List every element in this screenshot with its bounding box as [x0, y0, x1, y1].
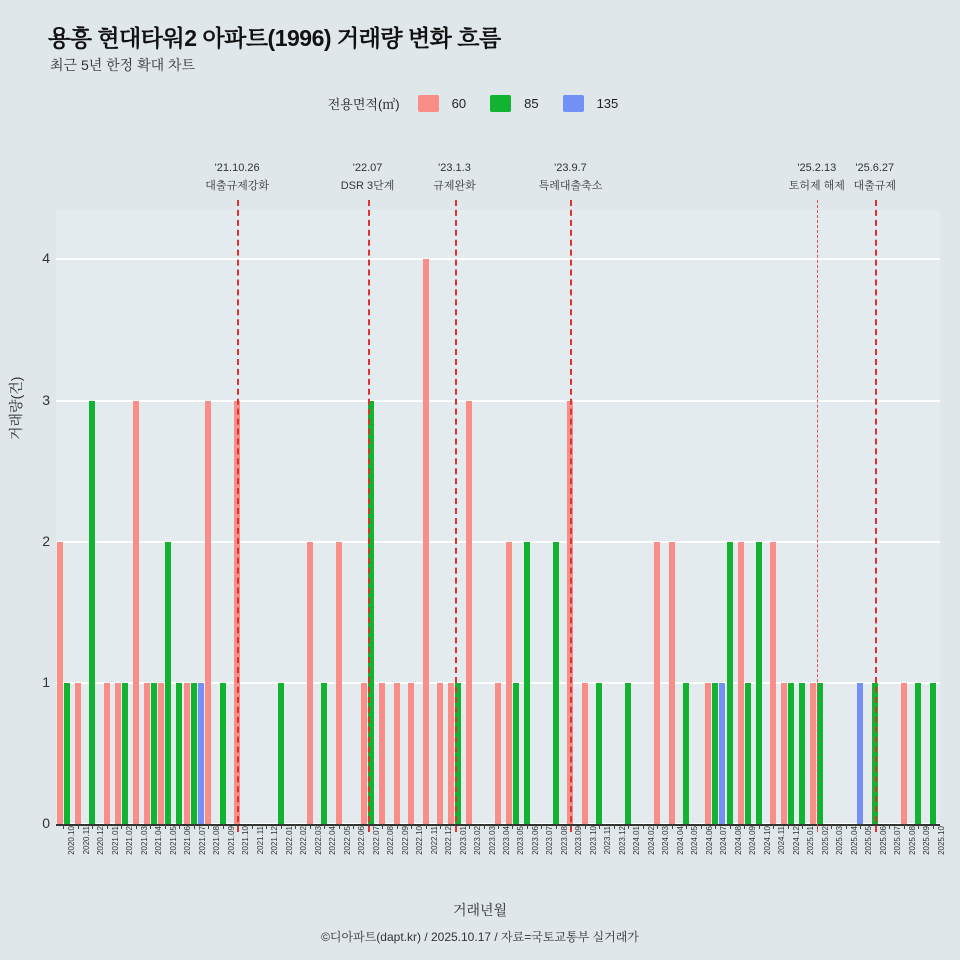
x-tick-mark: [339, 824, 340, 829]
bar: [165, 542, 171, 824]
event-label: [854, 162, 897, 193]
x-tick-mark: [281, 824, 282, 829]
x-tick-mark: [150, 824, 151, 829]
x-tick-mark: [484, 824, 485, 829]
bar: [901, 683, 907, 824]
x-tick-mark: [208, 824, 209, 829]
x-tick-label: 2025.06: [878, 826, 888, 855]
x-tick-label: 2023.05: [516, 826, 526, 855]
x-tick-label: 2025.05: [864, 826, 874, 855]
x-tick-label: 2024.05: [690, 826, 700, 855]
plot-area: [42, 210, 940, 831]
x-tick-mark: [904, 824, 905, 829]
y-tick-label: 4: [42, 250, 50, 267]
x-tick-label: 2023.10: [588, 826, 598, 855]
page-subtitle: 최근 5년 한정 확대 차트: [50, 57, 196, 73]
x-tick-mark: [686, 824, 687, 829]
x-tick-label: 2023.08: [559, 826, 569, 855]
bar: [553, 542, 559, 824]
x-tick-label: 2022.11: [429, 826, 439, 855]
bar: [738, 542, 744, 824]
x-tick-label: 2022.09: [400, 826, 410, 855]
x-tick-mark: [614, 824, 615, 829]
bar: [810, 683, 816, 824]
x-tick-label: 2022.08: [386, 826, 396, 855]
x-tick-mark: [918, 824, 919, 829]
bar: [745, 683, 751, 824]
event-line: [817, 200, 818, 832]
x-tick-mark: [556, 824, 557, 829]
bar: [857, 683, 863, 824]
x-tick-mark: [788, 824, 789, 829]
bar: [683, 683, 689, 824]
bar: [596, 683, 602, 824]
x-tick-label: 2025.08: [907, 826, 917, 855]
x-tick-label: 2024.06: [704, 826, 714, 855]
bar: [89, 401, 95, 824]
credit-text: ©디아파트(dapt.kr) / 2025.10.17 / 자료=국토교통부 실거래가: [321, 930, 639, 944]
legend-label-135: 135: [596, 96, 619, 111]
event-line: [237, 200, 239, 832]
x-tick-label: 2025.10: [936, 826, 946, 855]
x-tick-mark: [397, 824, 398, 829]
bar: [408, 683, 414, 824]
x-tick-label: 2021.07: [197, 826, 207, 855]
bar: [184, 683, 190, 824]
bar: [495, 683, 501, 824]
bar: [191, 683, 197, 824]
bar: [278, 683, 284, 824]
bar: [115, 683, 121, 824]
bar: [151, 683, 157, 824]
x-tick-mark: [802, 824, 803, 829]
bar: [524, 542, 530, 824]
x-tick-mark: [541, 824, 542, 829]
legend-swatch-60: [418, 95, 439, 112]
bar: [220, 683, 226, 824]
x-tick-label: 2021.01: [110, 826, 120, 855]
legend-swatch-85: [490, 95, 511, 112]
x-tick-label: 2024.07: [719, 826, 729, 855]
x-tick-label: 2025.01: [806, 826, 816, 855]
bar: [799, 683, 805, 824]
bar: [122, 683, 128, 824]
event-line: [368, 200, 370, 832]
x-tick-label: 2024.12: [791, 826, 801, 855]
x-tick-mark: [585, 824, 586, 829]
x-tick-mark: [295, 824, 296, 829]
bar: [582, 683, 588, 824]
event-date: '21.10.26: [214, 162, 260, 174]
x-tick-label: 2021.03: [139, 826, 149, 855]
x-tick-label: 2020.12: [96, 826, 106, 855]
gridline-3: [56, 400, 940, 402]
x-tick-mark: [426, 824, 427, 829]
x-tick-label: 2021.10: [241, 826, 251, 855]
event-name: 대출규제: [853, 180, 897, 192]
bar: [712, 683, 718, 824]
x-tick-label: 2025.02: [820, 826, 830, 855]
y-tick-label: 3: [42, 391, 50, 408]
y-tick-label: 2: [42, 532, 50, 549]
bar: [158, 683, 164, 824]
bar: [104, 683, 110, 824]
bar: [144, 683, 150, 824]
x-tick-label: 2024.11: [777, 826, 787, 855]
x-tick-mark: [353, 824, 354, 829]
x-tick-mark: [628, 824, 629, 829]
x-tick-label: 2023.12: [617, 826, 627, 855]
bar: [57, 542, 63, 824]
x-tick-label: 2022.05: [342, 826, 352, 855]
bar: [930, 683, 936, 824]
event-date: '22.07: [352, 162, 383, 174]
x-tick-label: 2022.03: [313, 826, 323, 855]
x-tick-mark: [121, 824, 122, 829]
x-tick-label: 2023.01: [458, 826, 468, 855]
x-tick-mark: [136, 824, 137, 829]
chart-legend: [0, 94, 960, 113]
x-tick-mark: [672, 824, 673, 829]
x-tick-mark: [78, 824, 79, 829]
x-tick-mark: [730, 824, 731, 829]
x-tick-mark: [860, 824, 861, 829]
event-label: [789, 162, 845, 193]
bar: [506, 542, 512, 824]
bar: [756, 542, 762, 824]
bar: [64, 683, 70, 824]
event-name: 토허제 해제: [788, 180, 845, 192]
x-tick-mark: [759, 824, 760, 829]
x-tick-label: 2021.09: [226, 826, 236, 855]
event-date: '23.9.7: [554, 162, 587, 174]
x-tick-mark: [440, 824, 441, 829]
x-tick-label: 2021.06: [183, 826, 193, 855]
x-tick-mark: [715, 824, 716, 829]
x-tick-label: 2021.11: [255, 826, 265, 855]
bar: [423, 259, 429, 824]
x-tick-label: 2022.12: [444, 826, 454, 855]
x-tick-label: 2025.03: [835, 826, 845, 855]
x-tick-mark: [831, 824, 832, 829]
x-tick-label: 2025.04: [849, 826, 859, 855]
x-tick-mark: [194, 824, 195, 829]
event-label: [433, 162, 476, 193]
x-tick-label: 2024.10: [762, 826, 772, 855]
event-line: [570, 200, 572, 832]
event-date: '25.2.13: [797, 162, 837, 174]
legend-title: 전용면적(㎡): [327, 97, 400, 112]
x-tick-label: 2023.07: [545, 826, 555, 855]
y-axis-title: 거래량(건): [8, 376, 24, 440]
event-label: [341, 162, 395, 193]
bar: [781, 683, 787, 824]
event-date: '25.6.27: [855, 162, 895, 174]
bar: [379, 683, 385, 824]
x-tick-mark: [382, 824, 383, 829]
bar: [448, 683, 454, 824]
event-date: '23.1.3: [438, 162, 471, 174]
x-tick-mark: [701, 824, 702, 829]
bar: [361, 683, 367, 824]
bar: [669, 542, 675, 824]
x-tick-mark: [744, 824, 745, 829]
x-tick-label: 2023.04: [502, 826, 511, 855]
bar: [307, 542, 313, 824]
bar: [205, 401, 211, 824]
bar: [176, 683, 182, 824]
x-tick-mark: [223, 824, 224, 829]
x-tick-label: 2022.01: [284, 826, 294, 855]
event-name: 특례대출축소: [538, 180, 603, 192]
bar: [394, 683, 400, 824]
event-name: DSR 3단계: [340, 180, 395, 192]
legend-label-60: 60: [451, 96, 467, 111]
page-title: 용흥 현대타워2 아파트(1996) 거래량 변화 흐름: [48, 25, 501, 51]
bar: [915, 683, 921, 824]
event-line: [455, 200, 457, 832]
x-tick-mark: [107, 824, 108, 829]
x-tick-label: 2024.02: [646, 826, 656, 855]
bar: [770, 542, 776, 824]
x-axis-title: 거래년월: [452, 902, 508, 918]
x-tick-mark: [643, 824, 644, 829]
x-tick-label: 2022.07: [371, 826, 381, 855]
bar: [654, 542, 660, 824]
bar: [133, 401, 139, 824]
x-tick-label: 2023.02: [473, 826, 483, 855]
x-tick-label: 2020.10: [67, 826, 77, 855]
x-tick-label: 2024.01: [632, 826, 642, 855]
bar: [719, 683, 725, 824]
x-tick-mark: [179, 824, 180, 829]
x-tick-label: 2021.08: [212, 826, 222, 855]
bar: [466, 401, 472, 824]
event-name: 대출규제강화: [205, 180, 270, 192]
x-tick-label: 2022.10: [415, 826, 425, 855]
bar: [788, 683, 794, 824]
x-tick-label: 2024.08: [733, 826, 743, 855]
x-tick-label: 2022.02: [299, 826, 309, 855]
x-tick-label: 2021.05: [168, 826, 178, 855]
x-tick-mark: [469, 824, 470, 829]
bar: [336, 542, 342, 824]
x-tick-label: 2024.04: [675, 826, 685, 855]
bar: [321, 683, 327, 824]
x-tick-mark: [599, 824, 600, 829]
bar: [625, 683, 631, 824]
x-tick-label: 2023.03: [487, 826, 497, 855]
x-tick-mark: [266, 824, 267, 829]
bar: [513, 683, 519, 824]
x-tick-mark: [933, 824, 934, 829]
y-tick-label: 0: [42, 815, 50, 831]
bar: [727, 542, 733, 824]
legend-swatch-135: [563, 95, 584, 112]
x-tick-mark: [889, 824, 890, 829]
gridline-2: [56, 541, 940, 543]
x-tick-mark: [92, 824, 93, 829]
x-tick-mark: [324, 824, 325, 829]
x-tick-label: 2023.09: [574, 826, 584, 855]
x-tick-label: 2022.04: [328, 826, 338, 855]
x-tick-mark: [846, 824, 847, 829]
x-tick-label: 2023.06: [530, 826, 540, 855]
x-tick-mark: [498, 824, 499, 829]
x-tick-mark: [252, 824, 253, 829]
x-tick-label: 2025.07: [893, 826, 903, 855]
x-tick-mark: [310, 824, 311, 829]
event-name: 규제완화: [433, 180, 476, 192]
x-tick-mark: [657, 824, 658, 829]
legend-label-85: 85: [524, 96, 539, 111]
x-tick-mark: [165, 824, 166, 829]
event-label: [205, 162, 269, 193]
x-tick-label: 2024.03: [661, 826, 671, 855]
x-tick-label: 2023.11: [603, 826, 613, 855]
x-tick-label: 2022.06: [357, 826, 367, 855]
x-tick-mark: [773, 824, 774, 829]
x-tick-label: 2025.09: [922, 826, 932, 855]
x-tick-label: 2021.02: [125, 826, 135, 855]
gridline-4: [56, 258, 940, 260]
bar: [75, 683, 81, 824]
event-line: [875, 200, 877, 832]
x-tick-label: 2024.09: [748, 826, 758, 855]
event-label: [539, 162, 603, 193]
x-tick-mark: [512, 824, 513, 829]
x-tick-label: 2021.12: [270, 826, 280, 855]
y-tick-label: 1: [42, 673, 50, 690]
bar: [817, 683, 823, 824]
x-tick-label: 2021.04: [154, 826, 164, 855]
x-tick-label: 2020.11: [81, 826, 91, 855]
bar: [198, 683, 204, 824]
x-tick-mark: [411, 824, 412, 829]
bar: [705, 683, 711, 824]
x-tick-mark: [527, 824, 528, 829]
x-tick-mark: [63, 824, 64, 829]
bar: [437, 683, 443, 824]
